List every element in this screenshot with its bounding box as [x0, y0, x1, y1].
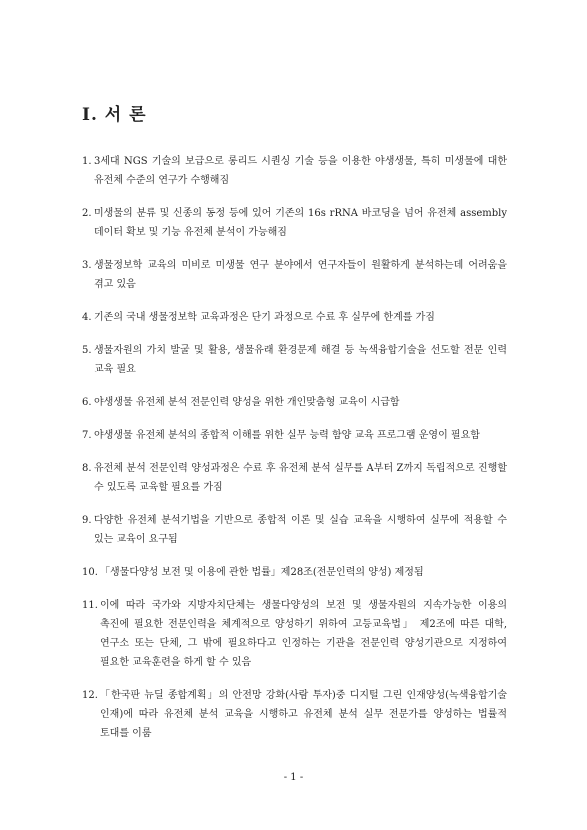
list-item [82, 563, 507, 582]
item-number: 2. [82, 208, 92, 219]
list-item [82, 152, 507, 190]
list-item [82, 459, 507, 497]
item-number: 5. [82, 345, 92, 356]
item-list [82, 152, 507, 757]
item-text: 미생물의 분류 및 신종의 동정 등에 있어 기존의 16s rRNA 바코딩을 넘어 유전체 assembly 데이터 확보 및 기능 유전체 분석이 가능해짐 [94, 208, 507, 238]
list-item [82, 686, 507, 743]
item-text: 야생생물 유전체 분석의 종합적 이해를 위한 실무 능력 함양 교육 프로그램 운영이 필요함 [94, 430, 480, 441]
list-item [82, 204, 507, 242]
item-text: 「한국판 뉴딜 종합계획」의 안전망 강화(사람 투자)중 디지털 그린 인재양성(녹색융합기술 인재)에 따라 유전체 분석 교육을 시행하고 유전체 분석 실무 전문가를 양성하는 법률적 토대를 이룸 [100, 690, 507, 739]
item-text: 생물자원의 가치 발굴 및 활용, 생물유래 환경문제 해결 등 녹색융합기술을 선도할 전문 인력 교육 필요 [94, 345, 507, 375]
list-item [82, 511, 507, 549]
item-text: 다양한 유전체 분석기법을 기반으로 종합적 이론 및 실습 교육을 시행하여 실무에 적용할 수 있는 교육이 요구됨 [94, 515, 507, 545]
item-number: 7. [82, 430, 92, 441]
list-item [82, 393, 507, 412]
item-number: 6. [82, 397, 92, 408]
section-title: I. 서 론 [82, 105, 147, 125]
page-number: - 1 - [283, 772, 304, 783]
item-text: 야생생물 유전체 분석 전문인력 양성을 위한 개인맞춤형 교육이 시급함 [94, 397, 400, 408]
item-number: 12. [82, 690, 98, 701]
item-number: 8. [82, 463, 92, 474]
item-number: 10. [82, 567, 98, 578]
item-number: 11. [82, 600, 98, 611]
item-number: 3. [82, 260, 92, 271]
list-item [82, 596, 507, 672]
item-text: 기존의 국내 생물정보학 교육과정은 단기 과정으로 수료 후 실무에 한계를 가짐 [94, 312, 435, 323]
item-text: 3세대 NGS 기술의 보급으로 롱리드 시퀀싱 기술 등을 이용한 야생생물, 특히 미생물에 대한 유전체 수준의 연구가 수행해짐 [94, 156, 507, 186]
list-item [82, 341, 507, 379]
list-item [82, 256, 507, 294]
item-text: 「생물다양성 보전 및 이용에 관한 법률」제28조(전문인력의 양성) 제정됨 [100, 567, 424, 578]
item-text: 이에 따라 국가와 지방자치단체는 생물다양성의 보전 및 생물자원의 지속가능한 이용의 촉진에 필요한 전문인력을 체계적으로 양성하기 위하여 고등교육법」 제2조에 따른 대학, 연구소 또는 단체, 그 밖에 필요하다고 인정하는 기관을 전문인력 양성기관으로 지정하여 필요한 교육훈련을 하게 할 수 있음 [100, 600, 507, 668]
item-number: 4. [82, 312, 92, 323]
item-text: 유전체 분석 전문인력 양성과정은 수료 후 유전체 분석 실무를 A부터 Z까지 독립적으로 진행할 수 있도록 교육할 필요를 가짐 [94, 463, 507, 493]
list-item [82, 308, 507, 327]
list-item [82, 426, 507, 445]
item-number: 9. [82, 515, 92, 526]
item-text: 생물정보학 교육의 미비로 미생물 연구 분야에서 연구자들이 원활하게 분석하는데 어려움을 겪고 있음 [94, 260, 507, 290]
item-number: 1. [82, 156, 92, 167]
